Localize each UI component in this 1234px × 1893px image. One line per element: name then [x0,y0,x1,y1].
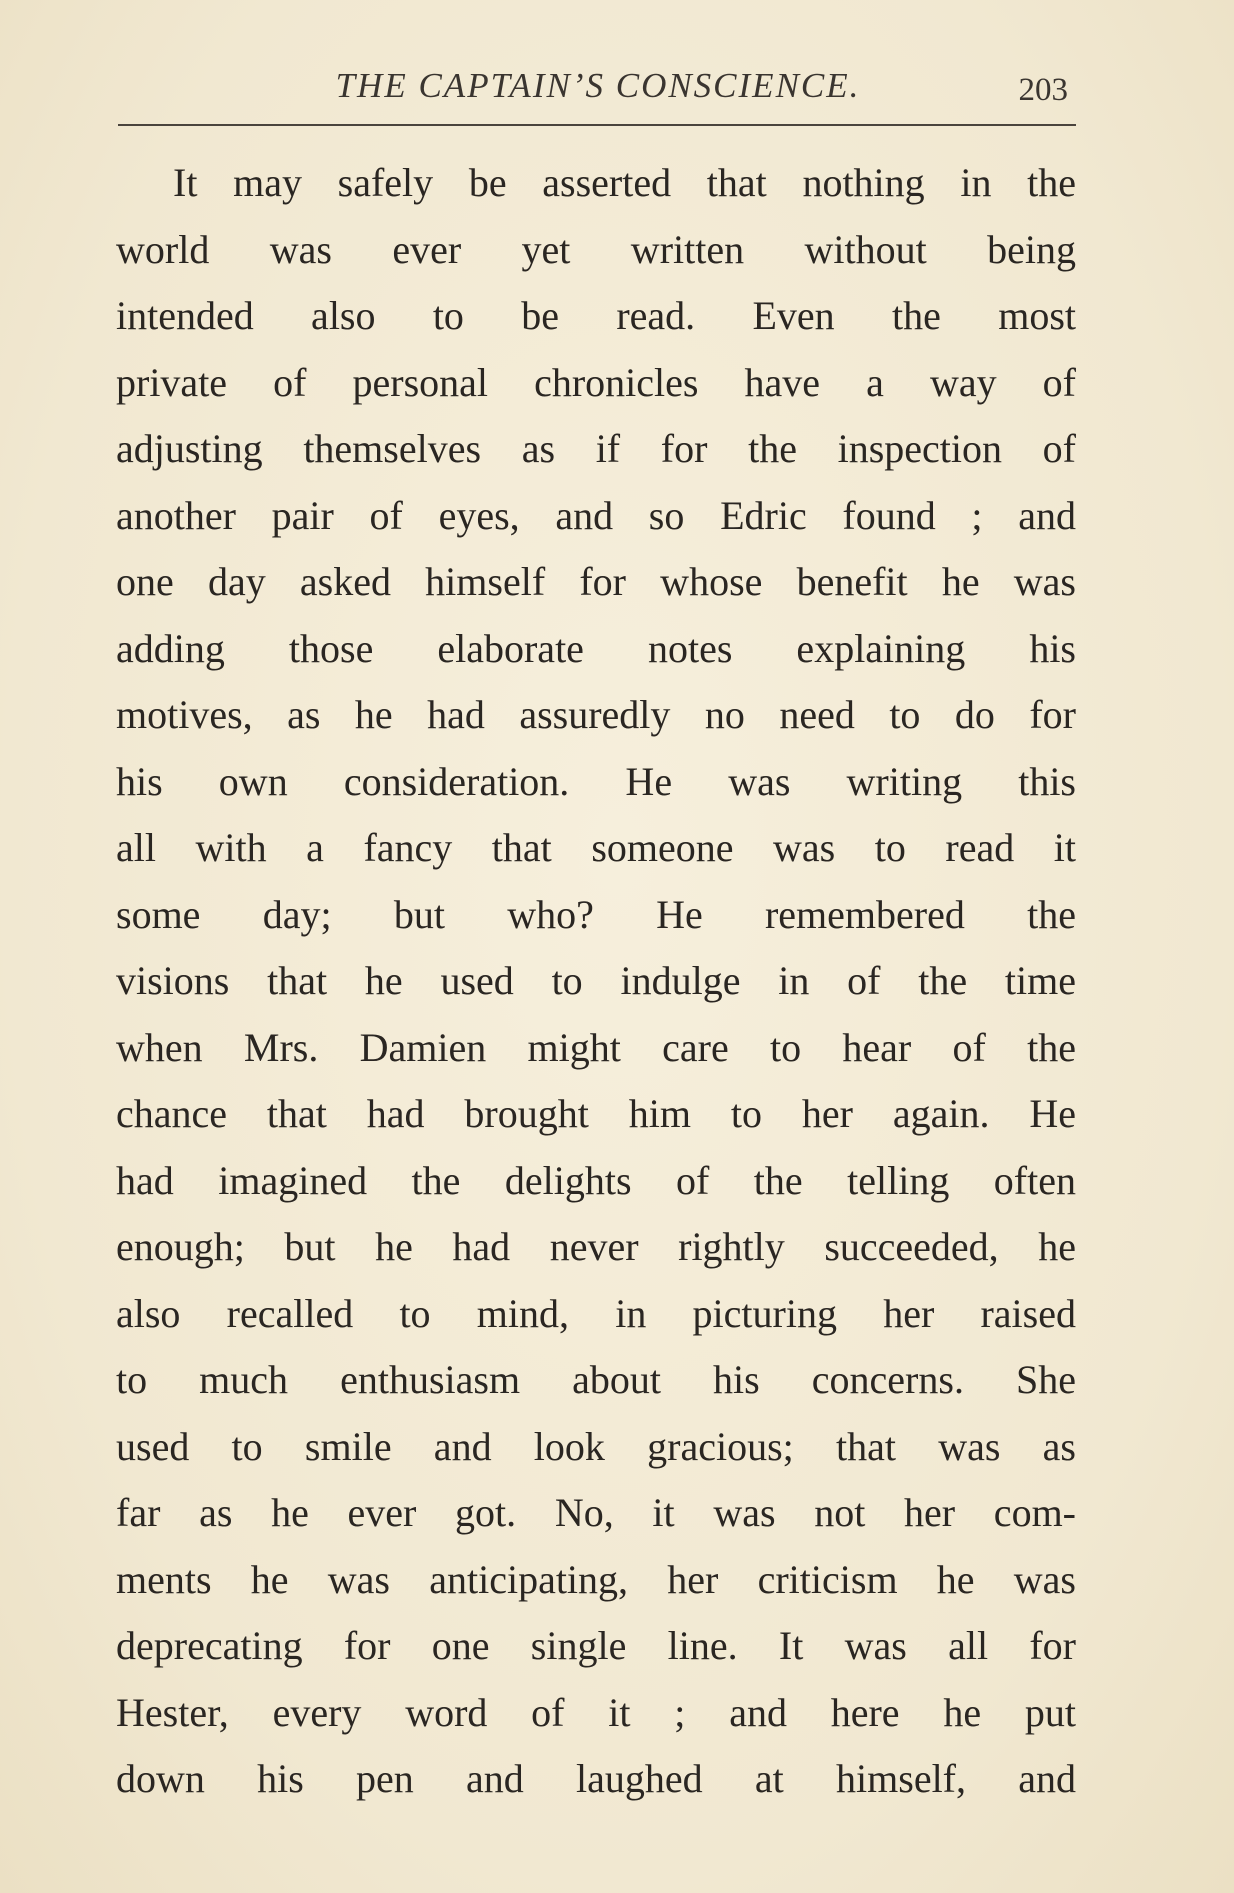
text-line: world was ever yet written without being [116,226,1076,272]
text-line: motives, as he had assuredly no need to do for [116,692,1076,737]
text-line: had imagined the delights of the telling often [116,1157,1076,1203]
body-text [116,150,1076,1813]
text-line: It may safely be asserted that nothing in the [173,160,1076,205]
text-line: chance that had brought him to her again. He [116,1091,1076,1136]
text-line: far as he ever got. No, it was not her com- [116,1490,1076,1535]
text-line: enough; but he had never rightly succeeded, he [116,1224,1076,1269]
text-line: some day; but who? He remembered the [116,891,1076,937]
text-line: to much enthusiasm about his concerns. She [116,1357,1076,1402]
text-line: private of personal chronicles have a way of [116,359,1076,405]
text-line: Hester, every word of it ; and here he put [116,1689,1076,1735]
text-line: ments he was anticipating, her criticism he was [116,1556,1076,1602]
text-line: when Mrs. Damien might care to hear of the [116,1024,1076,1070]
text-line: visions that he used to indulge in of the time [116,958,1076,1003]
header-rule [118,124,1076,126]
page-header [118,66,1078,116]
text-line: another pair of eyes, and so Edric found ; and [116,492,1076,538]
text-line: his own consideration. He was writing this [116,758,1076,804]
text-line: adjusting themselves as if for the inspection of [116,426,1076,471]
text-line: down his pen and laughed at himself, and [116,1756,1076,1801]
text-line: deprecating for one single line. It was all for [116,1623,1076,1668]
text-line: adding those elaborate notes explaining his [116,625,1076,671]
text-line: used to smile and look gracious; that was as [116,1423,1076,1469]
text-line: intended also to be read. Even the most [116,293,1076,338]
text-line: one day asked himself for whose benefit he was [116,559,1076,604]
page-number: 203 [1018,72,1068,108]
text-line: all with a fancy that someone was to read it [116,825,1076,870]
running-title: THE CAPTAIN’S CONSCIENCE. [335,66,861,105]
text-line: also recalled to mind, in picturing her raised [116,1290,1076,1336]
